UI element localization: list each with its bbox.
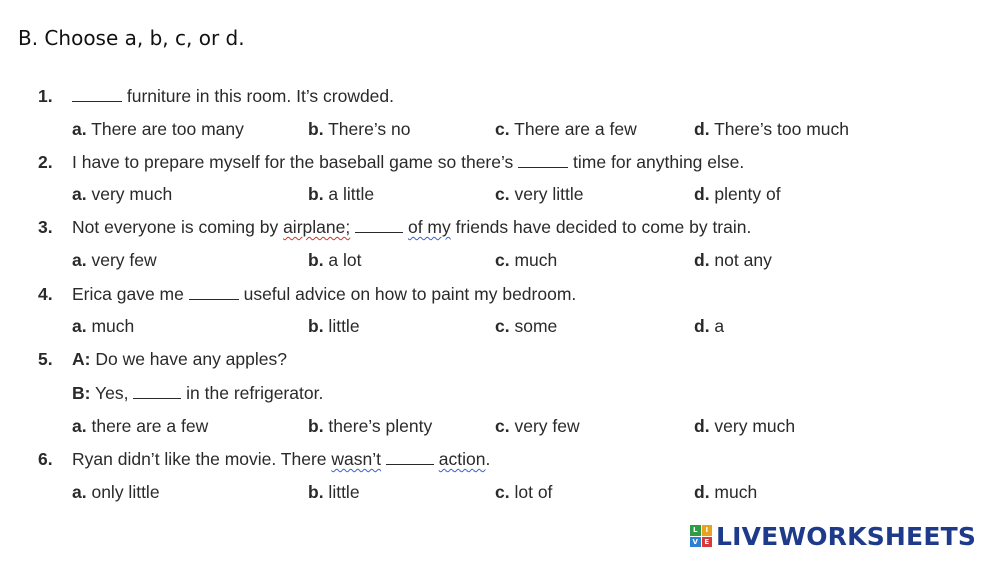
question-number: 3. [38,217,53,237]
option-b[interactable]: b. there’s plenty [308,416,433,436]
question-text-end: useful advice on how to paint my bedroom. [238,284,577,304]
live-grid-icon [690,525,712,547]
answer-blank[interactable] [386,450,434,465]
question-text: I have to prepare myself for the baseball game so there’s [72,152,519,172]
question-text-end: time for anything else. [568,152,745,172]
option-b[interactable]: b. little [308,482,360,502]
option-d[interactable]: d. not any [694,250,772,270]
question-3 [38,217,751,238]
spellcheck-word: airplane; [283,217,351,237]
option-c[interactable]: c. lot of [495,482,553,502]
option-c[interactable]: c. some [495,316,558,336]
brand-name: LIVEWORKSHEETS [716,521,977,551]
question-4 [38,284,576,305]
option-c[interactable]: c. much [495,250,558,270]
option-c[interactable]: c. very little [495,184,584,204]
option-d[interactable]: d. much [694,482,758,502]
option-a[interactable]: a. much [72,316,135,336]
option-a[interactable]: a. very much [72,184,173,204]
option-b[interactable]: b. There’s no [308,119,411,139]
exercise-title: B. Choose a, b, c, or d. [18,26,245,50]
speaker-b-text: Yes, [90,383,134,403]
option-d[interactable]: d. a [694,316,725,336]
question-1 [38,86,394,107]
option-a[interactable]: a. There are too many [72,119,244,139]
answer-blank[interactable] [189,285,239,300]
answer-blank[interactable] [518,153,568,168]
logo-letter-e: E [702,537,713,548]
logo-letter-i: I [702,525,713,536]
question-5 [38,349,287,370]
answer-blank[interactable] [72,87,122,102]
option-d[interactable]: d. plenty of [694,184,781,204]
option-a[interactable]: a. very few [72,250,157,270]
option-b[interactable]: b. little [308,316,360,336]
option-d[interactable]: d. There’s too much [694,119,849,139]
question-text-end: . [485,449,491,469]
speaker-a-label: A: [72,349,91,369]
option-b[interactable]: b. a little [308,184,375,204]
question-text: Ryan didn’t like the movie. There [72,449,332,469]
grammar-check-word-2: action [438,449,486,469]
option-b[interactable]: b. a lot [308,250,362,270]
question-6 [38,449,490,470]
question-text: Erica gave me [72,284,189,304]
option-c[interactable]: c. There are a few [495,119,637,139]
question-number: 5. [38,349,53,369]
question-number: 1. [38,86,53,106]
question-text: Not everyone is coming by [72,217,284,237]
logo-letter-v: V [690,537,701,548]
option-a[interactable]: a. there are a few [72,416,209,436]
answer-blank[interactable] [355,218,403,233]
liveworksheets-logo [690,520,976,552]
option-c[interactable]: c. very few [495,416,580,436]
question-number: 2. [38,152,53,172]
question-text: furniture in this room. It’s crowded. [122,86,395,106]
grammar-check-word: wasn’t [331,449,381,469]
option-d[interactable]: d. very much [694,416,796,436]
option-a[interactable]: a. only little [72,482,160,502]
speaker-b-label: B: [72,383,91,403]
grammar-check-word: of my [407,217,451,237]
logo-letter-l: L [690,525,701,536]
speaker-a-text: Do we have any apples? [90,349,287,369]
question-5-line-b [72,383,323,404]
question-text-end: friends have decided to come by train. [450,217,752,237]
question-2 [38,152,744,173]
question-number: 6. [38,449,53,469]
question-number: 4. [38,284,53,304]
speaker-b-text-end: in the refrigerator. [181,383,324,403]
answer-blank[interactable] [133,384,181,399]
